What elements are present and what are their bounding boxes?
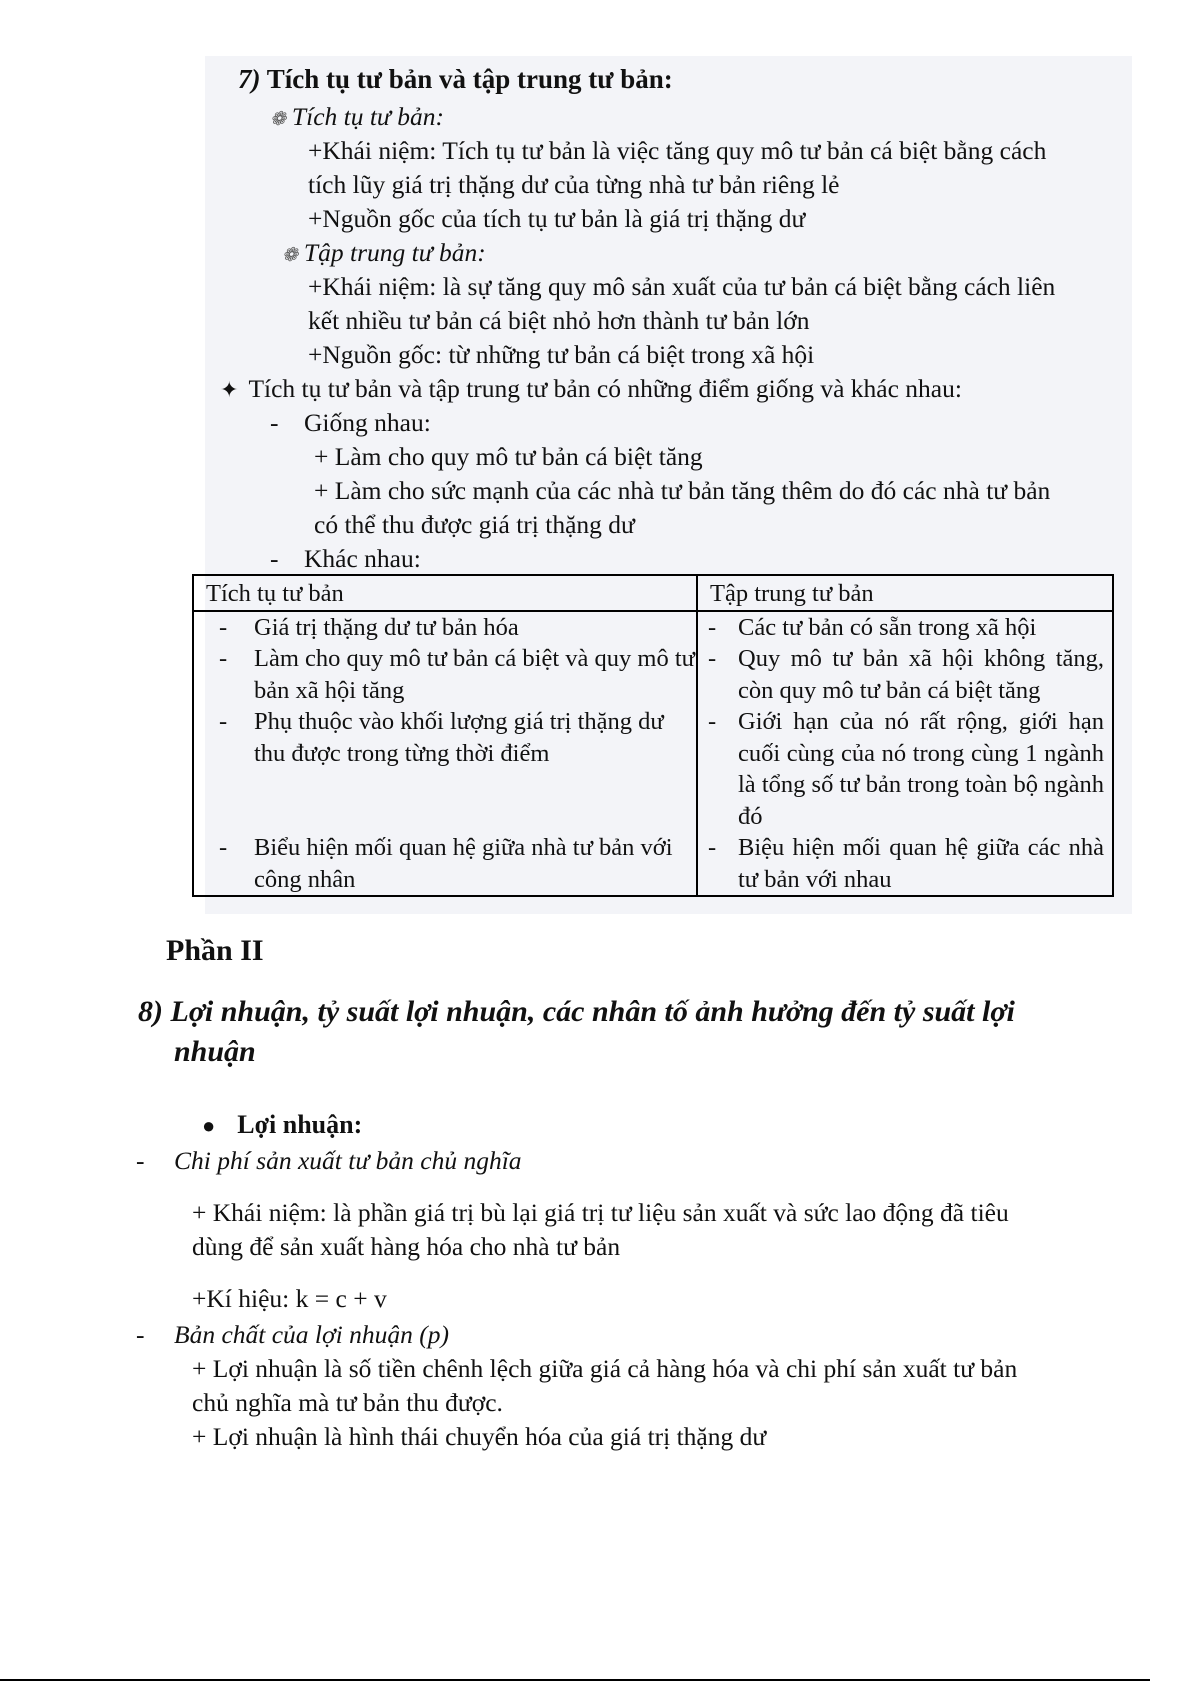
table-header-row bbox=[193, 575, 1113, 611]
part-2-title: Phần II bbox=[166, 934, 264, 967]
table-cell: - Các tư bản có sẵn trong xã hội bbox=[708, 613, 1037, 641]
flower-bullet-icon: ❁ bbox=[270, 109, 286, 130]
table-cell: - Giới hạn của nó rất rộng, giới hạn cuối cùng của nó trong cùng 1 ngành là tổng số tư bản trong toàn bộ ngành đó bbox=[708, 708, 1104, 830]
four-point-star-icon: ✦ bbox=[220, 377, 239, 402]
cost-title: - Chi phí sản xuất tư bản chủ nghĩa bbox=[136, 1146, 522, 1175]
profit-label: ● Lợi nhuận: bbox=[202, 1110, 363, 1139]
nature-point-2: + Lợi nhuận là hình thái chuyển hóa của giá trị thặng dư bbox=[192, 1422, 767, 1451]
concentration-concept-line-2: kết nhiều tư bản cá biệt nhỏ hơn thành tư bản lớn bbox=[308, 306, 810, 335]
same-point-1: + Làm cho quy mô tư bản cá biệt tăng bbox=[314, 442, 703, 471]
page-footer-rule bbox=[0, 1679, 1150, 1681]
concentration-origin: +Nguồn gốc: từ những tư bản cá biệt trong xã hội bbox=[308, 340, 815, 369]
cost-concept-line-1: + Khái niệm: là phần giá trị bù lại giá trị tư liệu sản xuất và sức lao động đã tiêu bbox=[192, 1198, 1009, 1227]
table-row bbox=[193, 611, 1113, 897]
flower-bullet-icon: ❁ bbox=[282, 245, 298, 266]
concentration-concept-line-1: +Khái niệm: là sự tăng quy mô sản xuất của tư bản cá biệt bằng cách liên bbox=[308, 272, 1056, 301]
nature-point-1-line-2: chủ nghĩa mà tư bản thu được. bbox=[192, 1388, 503, 1417]
table-cell: - Biểu hiện mối quan hệ giữa nhà tư bản với công nhân bbox=[219, 834, 673, 893]
concentration-title: ❁ Tập trung tư bản: bbox=[282, 238, 486, 267]
table-cell: - Phụ thuộc vào khối lượng giá trị thặng dư thu được trong từng thời điểm bbox=[219, 708, 664, 767]
same-point-2-line-2: có thể thu được giá trị thặng dư bbox=[314, 510, 635, 539]
accumulation-origin: +Nguồn gốc của tích tụ tư bản là giá trị thặng dư bbox=[308, 204, 806, 233]
table-header-concentration: Tập trung tư bản bbox=[697, 575, 1113, 611]
section-7-number: 7) bbox=[238, 64, 261, 94]
nature-point-1-line-1: + Lợi nhuận là số tiền chênh lệch giữa giá cả hàng hóa và chi phí sản xuất tư bản bbox=[192, 1354, 1018, 1383]
section-7-title: Tích tụ tư bản và tập trung tư bản: bbox=[266, 64, 673, 94]
cost-concept-line-2: dùng để sản xuất hàng hóa cho nhà tư bản bbox=[192, 1232, 621, 1261]
accumulation-title: ❁ Tích tụ tư bản: bbox=[270, 102, 444, 131]
table-cell: - Làm cho quy mô tư bản cá biệt và quy mô tư bản xã hội tăng bbox=[219, 645, 695, 704]
cost-symbol: +Kí hiệu: k = c + v bbox=[192, 1284, 387, 1313]
section-8-heading-line-1: 8) Lợi nhuận, tỷ suất lợi nhuận, các nhân tố ảnh hưởng đến tỷ suất lợi bbox=[138, 995, 1015, 1028]
comparison-table bbox=[192, 574, 1114, 897]
diff-label: - Khác nhau: bbox=[270, 544, 421, 573]
nature-title: - Bản chất của lợi nhuận (p) bbox=[136, 1320, 449, 1349]
table-cell: - Quy mô tư bản xã hội không tăng, còn quy mô tư bản cá biệt tăng bbox=[708, 645, 1104, 704]
table-cell: - Biệu hiện mối quan hệ giữa các nhà tư bản với nhau bbox=[708, 834, 1104, 893]
accumulation-concept-line-1: +Khái niệm: Tích tụ tư bản là việc tăng quy mô tư bản cá biệt bằng cách bbox=[308, 136, 1047, 165]
accumulation-concept-line-2: tích lũy giá trị thặng dư của từng nhà tư bản riêng lẻ bbox=[308, 170, 840, 199]
section-8-heading-line-2: nhuận bbox=[174, 1035, 256, 1068]
section-7-heading bbox=[238, 64, 673, 95]
same-label: - Giống nhau: bbox=[270, 408, 431, 437]
compare-intro: ✦ Tích tụ tư bản và tập trung tư bản có những điểm giống và khác nhau: bbox=[220, 374, 962, 403]
table-header-accumulation: Tích tụ tư bản bbox=[193, 575, 697, 611]
table-cell: - Giá trị thặng dư tư bản hóa bbox=[219, 613, 519, 641]
same-point-2-line-1: + Làm cho sức mạnh của các nhà tư bản tăng thêm do đó các nhà tư bản bbox=[314, 476, 1051, 505]
bullet-icon: ● bbox=[202, 1113, 216, 1138]
